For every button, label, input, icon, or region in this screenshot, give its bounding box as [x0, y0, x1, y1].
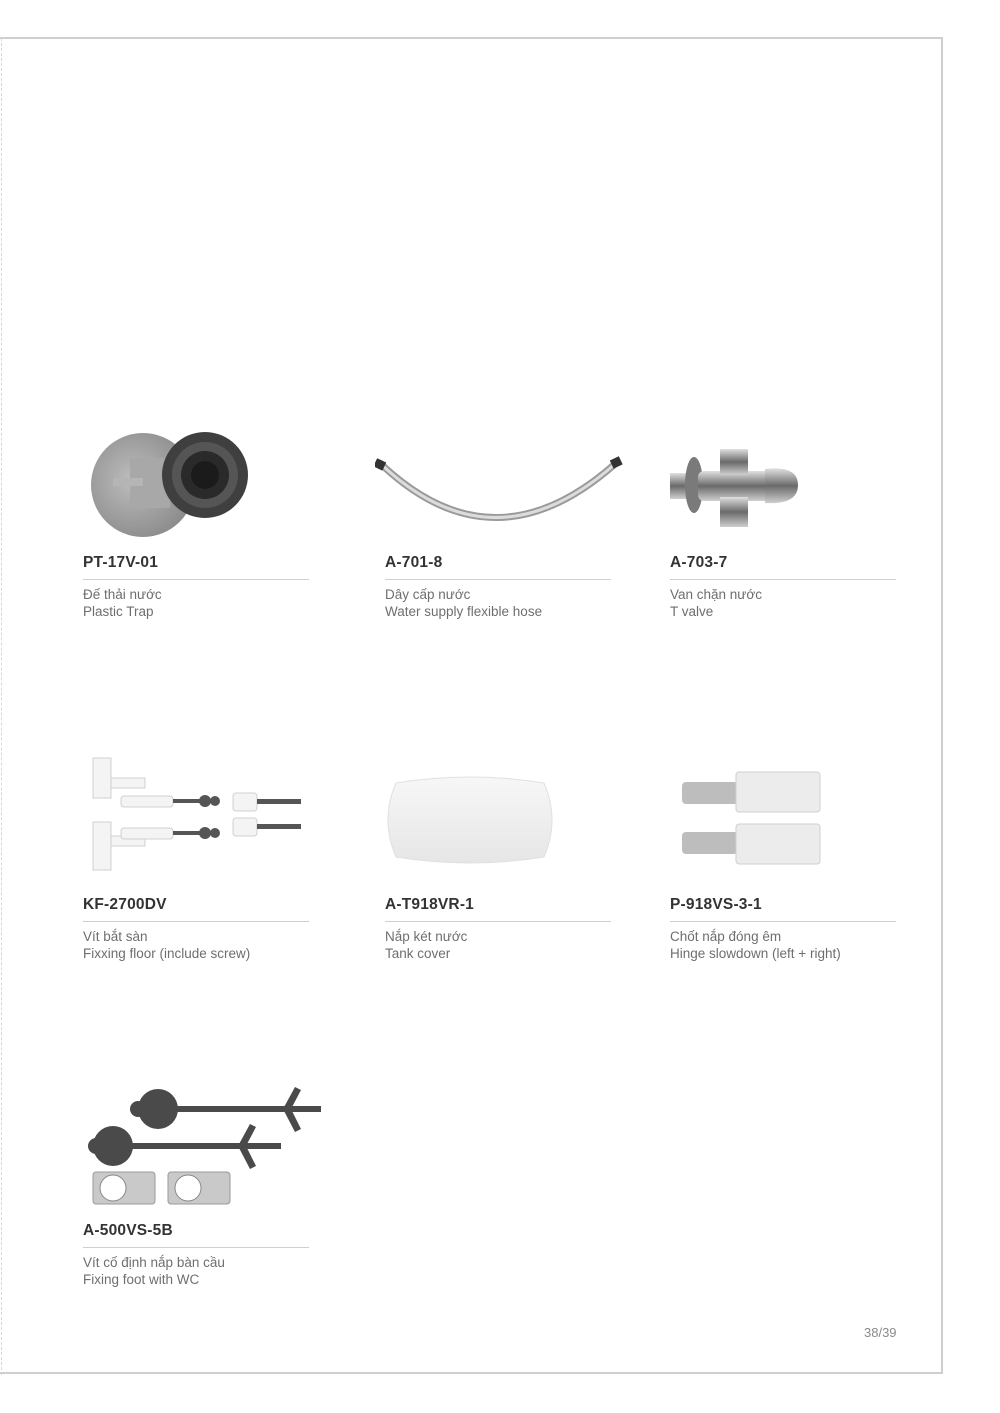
divider — [385, 921, 611, 922]
product-item-a-500vs-5b — [83, 1075, 309, 1295]
divider — [83, 1247, 309, 1248]
product-name-vi: Van chặn nước — [670, 587, 762, 602]
product-code: P-918VS-3-1 — [670, 896, 762, 913]
product-name-en: Fixing foot with WC — [83, 1272, 200, 1287]
product-name-en: Plastic Trap — [83, 604, 154, 619]
product-code: A-T918VR-1 — [385, 896, 474, 913]
product-code: PT-17V-01 — [83, 554, 159, 571]
product-item-a-703-7 — [670, 420, 896, 620]
product-name-vi: Nắp két nước — [385, 929, 468, 944]
product-name-en: Hinge slowdown (left + right) — [670, 946, 841, 961]
product-name-vi: Đế thải nước — [83, 587, 162, 602]
tank-cover-image — [380, 775, 560, 865]
fixing-foot-bolts-image — [88, 1080, 328, 1210]
divider — [385, 579, 611, 580]
product-name-en: Fixxing floor (include screw) — [83, 946, 251, 961]
divider — [83, 921, 309, 922]
product-code: A-500VS-5B — [83, 1222, 173, 1239]
flexible-hose-image — [375, 450, 625, 530]
product-code: A-701-8 — [385, 554, 443, 571]
product-item-a-t918vr-1 — [385, 750, 611, 970]
product-item-a-701-8 — [385, 420, 611, 620]
product-name-en: Water supply flexible hose — [385, 604, 543, 619]
product-name-vi: Vít bắt sàn — [83, 929, 148, 944]
floor-screw-kit-image — [91, 756, 316, 876]
product-name-en: Tank cover — [385, 946, 451, 961]
product-name-vi: Dây cấp nước — [385, 587, 471, 602]
product-name-vi: Vít cố định nắp bàn cầu — [83, 1255, 225, 1270]
page-number: 38/39 — [864, 1325, 897, 1340]
divider — [670, 579, 896, 580]
t-valve-image — [670, 445, 805, 530]
divider — [670, 921, 896, 922]
product-code: A-703-7 — [670, 554, 728, 571]
product-item-kf-2700dv — [83, 750, 309, 970]
product-name-vi: Chốt nắp đóng êm — [670, 929, 782, 944]
hinge-slowdown-image — [682, 768, 822, 870]
product-item-p-918vs-3-1 — [670, 750, 896, 970]
product-code: KF-2700DV — [83, 896, 167, 913]
plastic-trap-image — [88, 428, 253, 538]
product-name-en: T valve — [670, 604, 714, 619]
divider — [83, 579, 309, 580]
product-item-pt-17v-01 — [83, 420, 309, 620]
